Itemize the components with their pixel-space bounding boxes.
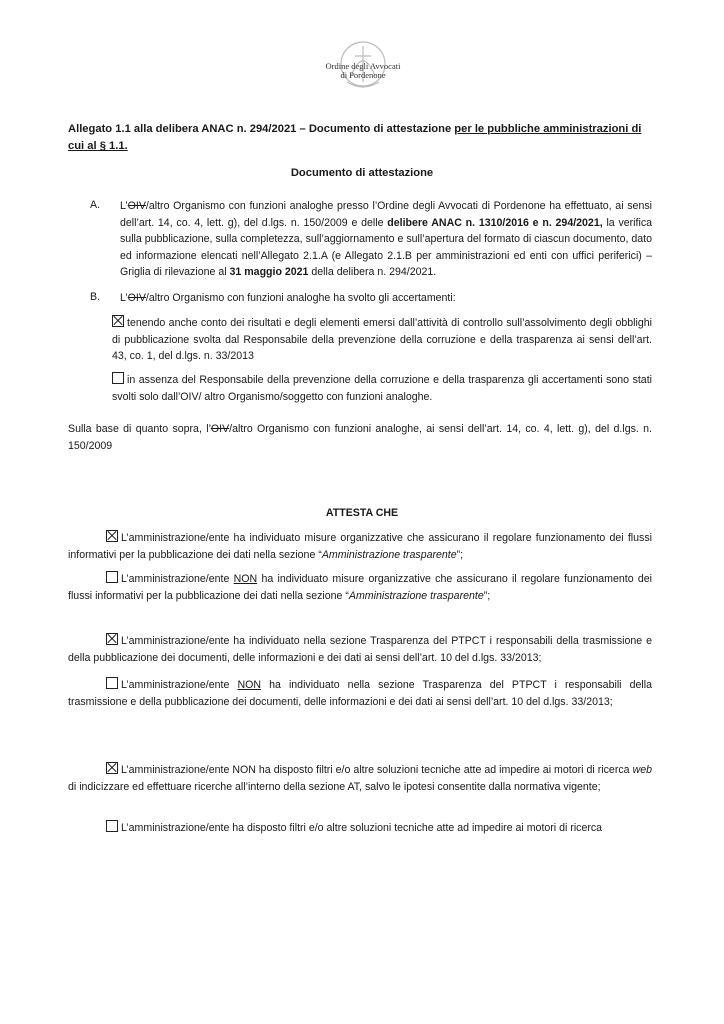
statement-a1-t1: L’amministrazione/ente ha individuato misure organizzative che assicurano il regolare funzionamento dei flussi informativi per la pubblicazione dei dati nella sezione “ bbox=[68, 532, 652, 561]
statement-a1-t2: ”; bbox=[456, 548, 464, 561]
statement-a2-t2: ha individuato misure organizzative che assicurano il regolare funzionamento dei flussi informativi per la pubblicazione dei dati nella sezione “ bbox=[68, 573, 653, 602]
section-b-struck: OIV bbox=[127, 292, 146, 304]
statement-a2-non: NON bbox=[233, 573, 258, 585]
section-a-t3: la verifica sulla pubblicazione, sulla completezza, sull’aggiornamento e sull’apertura del formato di ciascun documento, dato ed informazione elencati nell’Allegato 2.1.A (e Allegato 2.1.B per amministrazioni ed enti con uffici periferici) – Griglia di rilevazione al bbox=[120, 216, 653, 278]
statement-c2 bbox=[68, 820, 652, 837]
statement-c1-italic: web bbox=[632, 764, 652, 776]
basis-paragraph bbox=[68, 421, 652, 454]
section-a-t2: /altro Organismo con funzioni analoghe presso l’Ordine degli Avvocati di Pordenone ha effettuato, ai sensi dell’art. 14, co. 4, lett. g), del d.lgs. n. 150/2009 e delle bbox=[120, 200, 652, 229]
statement-b2 bbox=[68, 677, 652, 710]
section-a-bold2: 31 maggio 2021 bbox=[229, 266, 309, 278]
statement-b2-t2: ha individuato nella sezione Trasparenza del PTPCT i responsabili della trasmissione e della pubblicazione dei documenti, delle informazioni e dei dati ai sensi dell’art. 10 del d.lgs. 33/2013; bbox=[68, 679, 652, 708]
section-b-option-2 bbox=[112, 372, 652, 405]
basis-t1: Sulla base di quanto sopra, l’ bbox=[68, 423, 211, 435]
statement-a1-italic: Amministrazione trasparente bbox=[321, 548, 457, 561]
unchecked-box-icon bbox=[106, 677, 118, 689]
section-b-option-1 bbox=[112, 315, 652, 365]
statement-b2-non: NON bbox=[237, 679, 261, 691]
section-b-option-1-text: tenendo anche conto dei risultati e degli elementi emersi dall’attività di controllo sull’assolvimento degli obblighi di pubblicazione svolta dal Responsabile della prevenzione della corruzione e della trasparenza ai sensi dell’art. 43, co. 1, del d.lgs. n. 33/2013 bbox=[112, 317, 652, 362]
heading-part-2: per le pubbliche amministrazioni di cui al § 1.1. bbox=[68, 123, 642, 152]
statement-c1 bbox=[68, 762, 652, 795]
section-a-letter: A. bbox=[90, 199, 101, 211]
section-b-text bbox=[120, 290, 652, 307]
section-a-text bbox=[120, 198, 652, 281]
section-b-t1: L’ bbox=[120, 292, 128, 304]
unchecked-box-icon bbox=[106, 571, 118, 583]
section-a-t4: della delibera n. 294/2021. bbox=[308, 266, 437, 278]
basis-t2: /altro Organismo con funzioni analoghe, ai sensi dell’art. 14, co. 4, lett. g), del d.lgs. n. 150/2009 bbox=[68, 423, 652, 452]
basis-struck: OIV bbox=[210, 423, 230, 435]
section-a-bold1: delibere ANAC n. 1310/2016 e n. 294/2021, bbox=[387, 216, 603, 229]
section-b-letter: B. bbox=[90, 291, 101, 303]
statement-a2-t3: ”; bbox=[483, 589, 491, 602]
statement-c1-t1: L’amministrazione/ente NON ha disposto filtri e/o altre soluzioni tecniche atte ad impedire ai motori di ricerca bbox=[121, 764, 633, 776]
section-b-option-2-text: in assenza del Responsabile della prevenzione della corruzione e della trasparenza gli accertamenti sono stati svolti solo dall’OIV/ altro Organismo/soggetto con funzioni analoghe. bbox=[112, 374, 652, 403]
logo-line-1: Ordine degli Avvocati bbox=[325, 61, 401, 71]
section-b-t2: /altro Organismo con funzioni analoghe ha svolto gli accertamenti: bbox=[145, 292, 456, 304]
statement-b2-t1: L’amministrazione/ente bbox=[121, 679, 238, 691]
document-heading bbox=[68, 121, 658, 155]
unchecked-box-icon bbox=[112, 372, 124, 384]
statement-a1 bbox=[68, 530, 652, 563]
section-a-struck: OIV bbox=[127, 200, 146, 212]
heading-part-1: Allegato 1.1 alla delibera ANAC n. 294/2021 – Documento di attestazione bbox=[68, 123, 455, 135]
page-title: Documento di attestazione bbox=[290, 167, 434, 179]
checked-box-icon bbox=[106, 633, 118, 645]
statement-c2-text: L’amministrazione/ente ha disposto filtri e/o altre soluzioni tecniche atte ad impedire ai motori di ricerca bbox=[121, 822, 603, 834]
statement-a2-italic: Amministrazione trasparente bbox=[348, 589, 484, 602]
attesta-che-heading: ATTESTA CHE bbox=[325, 507, 399, 519]
statement-b1-text: L’amministrazione/ente ha individuato nella sezione Trasparenza del PTPCT i responsabili della trasmissione e della pubblicazione dei documenti, delle informazioni e dei dati ai sensi dell’art. 10 del d.lgs. 33/2013; bbox=[68, 635, 652, 664]
checked-box-icon bbox=[112, 315, 124, 327]
checked-box-icon bbox=[106, 530, 118, 542]
ordine-avvocati-logo bbox=[318, 36, 408, 98]
section-a-t1: L’ bbox=[120, 200, 128, 212]
statement-a2 bbox=[68, 571, 652, 604]
statement-a2-t1: L’amministrazione/ente bbox=[121, 573, 234, 585]
statement-c1-t2: di indicizzare ed effettuare ricerche all’interno della sezione AT, salvo le ipotesi consentite dalla normativa vigente; bbox=[68, 780, 601, 793]
unchecked-box-icon bbox=[106, 820, 118, 832]
logo-line-2: di Pordenone bbox=[340, 70, 386, 80]
checked-box-icon bbox=[106, 762, 118, 774]
statement-b1 bbox=[68, 633, 652, 666]
